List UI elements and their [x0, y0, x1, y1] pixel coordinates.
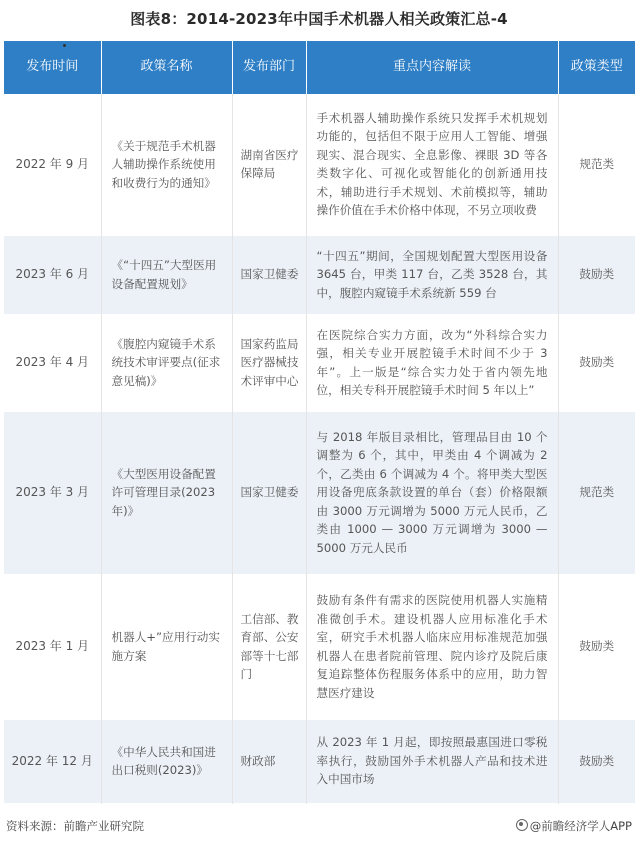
brand-text: @前瞻经济学人APP	[529, 819, 632, 833]
cell-key-content: 从 2023 年 1 月起，即按照最惠国进口零税率执行，鼓励国外手术机器人产品和技术进入中国市场	[306, 719, 558, 803]
brand-credit	[516, 818, 632, 834]
cell-policy-name: 机器人+”应用行动实施方案	[101, 574, 232, 719]
cell-date: 2023 年 3 月	[4, 411, 101, 574]
cell-key-content: 鼓励有条件有需求的医院使用机器人实施精准微创手术。建设机器人应用标准化手术室，研究手术机器人临床应用标准规范加强机器人在患者院前管理、院内诊疗及院后康复追踪整体伤程服务体系中的应用，助力智慧医疗建设	[306, 574, 558, 719]
cell-key-content: 在医院综合实力方面，改为“外科综合实力强，相关专业开展腔镜手术时间不少于 3 年”。上一版是“综合实力处于省内领先地位，相关专科开展腔镜手术时间 5 年以上”	[306, 314, 558, 411]
cell-date: 2023 年 6 月	[4, 235, 101, 314]
cell-policy-type: 鼓励类	[558, 719, 635, 803]
cell-policy-type: 鼓励类	[558, 235, 635, 314]
cell-policy-name: 《大型医用设备配置许可管理目录(2023年)》	[101, 411, 232, 574]
header-department: 发布部门	[232, 41, 306, 94]
cell-policy-type: 鼓励类	[558, 314, 635, 411]
cell-policy-type: 鼓励类	[558, 574, 635, 719]
policy-table	[4, 41, 635, 804]
footer	[6, 818, 632, 836]
cell-department: 湖南省医疗保障局	[232, 94, 306, 235]
decorative-dot	[63, 44, 66, 47]
cell-policy-type: 规范类	[558, 94, 635, 235]
cell-policy-name: 《腹腔内窥镜手术系统技术审评要点(征求意见稿)》	[101, 314, 232, 411]
table-row	[4, 94, 635, 235]
cell-department: 财政部	[232, 719, 306, 803]
chart-title: 图表8：2014-2023年中国手术机器人相关政策汇总-4	[130, 10, 508, 28]
header-policy-type: 政策类型	[558, 41, 635, 94]
cell-key-content: 与 2018 年版目录相比，管理品目由 10 个调整为 6 个，其中，甲类由 4 个调减为 2 个，乙类由 6 个调减为 4 个。将甲类大型医用设备兜底条款设置的单台（套）价格限额由 3000 万元调增为 5000 万元人民币，乙类由 1000 — 3000 万元调增为 3000 — 5000 万元人民币	[306, 411, 558, 574]
source-note: 资料来源：前瞻产业研究院	[6, 819, 144, 833]
table-row	[4, 235, 635, 314]
cell-policy-type: 规范类	[558, 411, 635, 574]
cell-department: 国家药监局医疗器械技术评审中心	[232, 314, 306, 411]
header-policy-name: 政策名称	[101, 41, 232, 94]
cell-department: 国家卫健委	[232, 235, 306, 314]
table-header-row	[4, 41, 635, 94]
table-row	[4, 411, 635, 574]
cell-department: 国家卫健委	[232, 411, 306, 574]
cell-date: 2023 年 4 月	[4, 314, 101, 411]
table-row	[4, 574, 635, 719]
table-row	[4, 719, 635, 803]
cell-date: 2022 年 9 月	[4, 94, 101, 235]
cell-key-content: “十四五”期间，全国规划配置大型医用设备 3645 台，甲类 117 台，乙类 3528 台，其中，腹腔内窥镜手术系统新 559 台	[306, 235, 558, 314]
header-date: 发布时间	[4, 41, 101, 94]
header-key-content: 重点内容解读	[306, 41, 558, 94]
cell-date: 2022 年 12 月	[4, 719, 101, 803]
table-row	[4, 314, 635, 411]
cell-policy-name: 《中华人民共和国进出口税则(2023)》	[101, 719, 232, 803]
brand-logo-icon	[516, 819, 528, 831]
cell-policy-name: 《关于规范手术机器人辅助操作系统使用和收费行为的通知》	[101, 94, 232, 235]
cell-date: 2023 年 1 月	[4, 574, 101, 719]
cell-department: 工信部、教育部、公安部等十七部门	[232, 574, 306, 719]
cell-policy-name: 《“十四五”大型医用设备配置规划》	[101, 235, 232, 314]
cell-key-content: 手术机器人辅助操作系统只发挥手术机规划功能的，包括但不限于应用人工智能、增强现实、混合现实、全息影像、裸眼 3D 等各类数字化、可视化或智能化的创新通用技术，辅助进行手术规划、术前模拟等，辅助操作价值在手术价格中体现，不另立项收费	[306, 94, 558, 235]
